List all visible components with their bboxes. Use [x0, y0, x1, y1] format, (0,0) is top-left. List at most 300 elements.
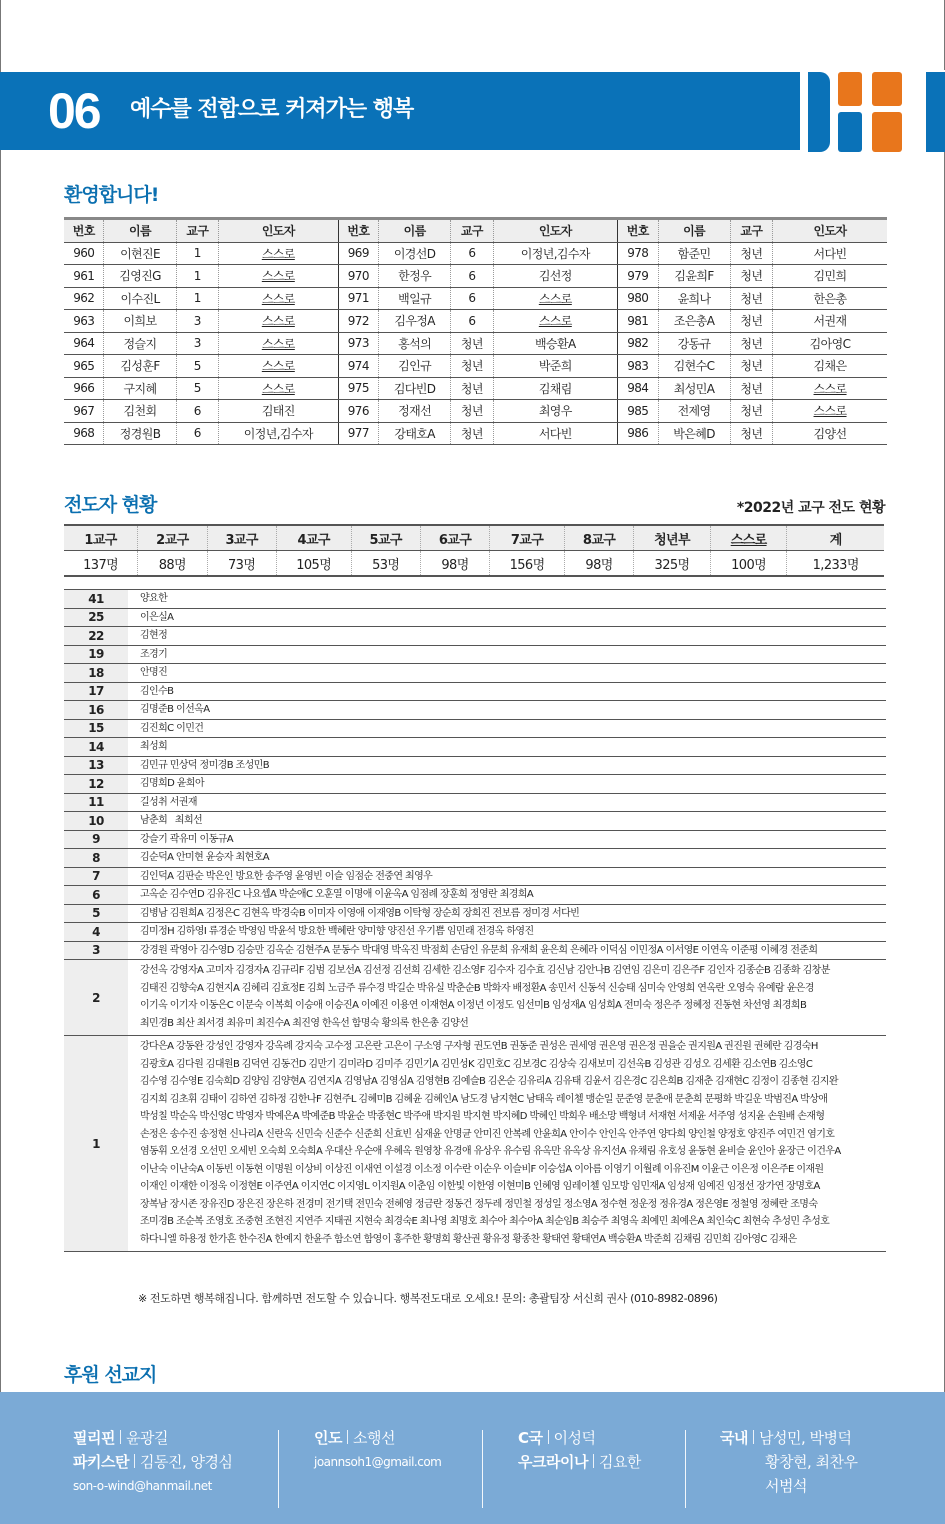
member-inviter: 스스로 [219, 242, 339, 265]
member-inviter: 한은총 [773, 287, 887, 310]
member-inviter: 이정년,김수자 [493, 242, 617, 265]
evangelist-names [128, 664, 886, 683]
name-line: 김인덕A 김판순 박은인 방요한 송주영 윤영빈 이슬 임점순 전중연 최영우 [140, 870, 433, 882]
name-line: 김수영 김수영E 김숙희D 김양임 김양현A 김연지A 김영남A 김영심A 김영현B 김예슬B 김온순 김유리A 김유태 김윤서 김은경C 김은희B 김재춘 김재현C 김정이 김종현 김지완 [140, 1076, 838, 1087]
evangelist-count: 12 [64, 775, 128, 794]
missionary-names: 김요한 [598, 1453, 641, 1471]
country-label: C국 [518, 1429, 543, 1447]
member-number: 986 [618, 422, 658, 445]
status-value: 100명 [710, 551, 787, 577]
member-inviter: 박준희 [493, 355, 617, 378]
member-number: 965 [64, 355, 104, 378]
evangelist-names [128, 886, 886, 905]
status-header: 7교구 [490, 525, 565, 551]
evangelist-count: 14 [64, 738, 128, 757]
welcome-row [64, 287, 887, 310]
name-line: 조미경B 조순복 조영호 조중현 조현진 지연주 지태권 지현숙 최경숙E 최나영 최명호 최수아 최수아A 최순임B 최승주 최영옥 최예민 최예은A 최인숙C 최현숙 추성민 추성호 [140, 1216, 830, 1227]
name-line: 김지희 김초휘 김태이 김하연 김하정 김한나F 김현주L 김혜미B 김혜윤 김혜인A 남도경 남지현C 남태옥 레이첼 맹순일 문준영 문춘애 문춘희 문평화 박길운 박범진A 박상애 [140, 1093, 828, 1105]
name-line: 김인수B [140, 685, 174, 697]
column-divider [482, 1430, 483, 1508]
evangelist-count: 9 [64, 830, 128, 849]
member-district: 청년 [451, 422, 493, 445]
member-district: 3 [176, 332, 218, 355]
country-label: 인도 [314, 1429, 342, 1447]
country-label: 우크라이나 [518, 1453, 588, 1471]
evangelist-names [128, 775, 886, 794]
status-header: 4교구 [276, 525, 351, 551]
member-name: 김현수C [658, 355, 730, 378]
missionary-entry [73, 1450, 232, 1474]
country-label: 파키스탄 [73, 1453, 129, 1471]
welcome-title: 환영합니다! [64, 184, 159, 206]
status-value: 98명 [564, 551, 633, 577]
country-label: 국내 [720, 1429, 748, 1447]
name-line: 김명희D 윤희아 [140, 778, 205, 789]
evangelist-names [128, 608, 886, 627]
col-inviter: 인도자 [219, 219, 339, 243]
member-number: 979 [618, 265, 658, 288]
logo-mark-icon [800, 70, 945, 152]
member-district: 6 [451, 310, 493, 333]
welcome-row [64, 355, 887, 378]
member-number: 971 [338, 287, 378, 310]
missionary-col-3 [518, 1426, 641, 1474]
missionary-names: 소행선 [352, 1429, 395, 1447]
member-inviter: 스스로 [219, 287, 339, 310]
name-line: 김현정 [140, 630, 168, 641]
name-line: 최성희 [140, 741, 168, 752]
evangelist-names [128, 867, 886, 886]
evangelist-count: 16 [64, 701, 128, 720]
member-district: 1 [176, 265, 218, 288]
divider [593, 1454, 594, 1468]
name-line: 김광호A 김다원 김대원B 김덕연 김동건D 김만기 김미라D 김미주 김민기A 김민성K 김민호C 김보경C 김상숙 김새보미 김선옥B 김성관 김성오 김세환 김소연B 김소영C [140, 1058, 813, 1070]
missionary-names: 서범석 [765, 1477, 807, 1495]
country-label: 필리핀 [73, 1429, 115, 1447]
welcome-row [64, 422, 887, 445]
evangelist-count: 19 [64, 645, 128, 664]
member-name: 강동규 [658, 332, 730, 355]
status-value: 156명 [490, 551, 565, 577]
evangelist-names [128, 1036, 886, 1252]
member-inviter: 스스로 [219, 355, 339, 378]
evangelist-row [64, 756, 886, 775]
evangelist-names [128, 904, 886, 923]
status-header: 청년부 [634, 525, 711, 551]
member-inviter: 서권재 [773, 310, 887, 333]
page-title: 예수를 전함으로 커져가는 행복 [130, 97, 414, 122]
member-name: 함준민 [658, 242, 730, 265]
name-line: 안명진 [140, 667, 168, 678]
status-header: 6교구 [420, 525, 489, 551]
member-name: 이수진L [104, 287, 176, 310]
member-name: 정슬지 [104, 332, 176, 355]
member-number: 961 [64, 265, 104, 288]
name-line: 김민규 민상덕 정미경B 조성민B [140, 759, 269, 771]
evangelist-row [64, 627, 886, 646]
member-district: 청년 [451, 332, 493, 355]
evangelist-row [64, 793, 886, 812]
member-number: 977 [338, 422, 378, 445]
divider [134, 1454, 135, 1468]
member-inviter: 김아영C [773, 332, 887, 355]
status-header: 8교구 [564, 525, 633, 551]
name-line: 김병남 김원희A 김정은C 김현옥 박경숙B 이미자 이영애 이재영B 이탁형 장순희 장희진 전보름 정미경 서다빈 [140, 907, 580, 919]
member-district: 청년 [730, 242, 772, 265]
member-name: 김영진G [104, 265, 176, 288]
member-number: 970 [338, 265, 378, 288]
evangelist-row [64, 608, 886, 627]
name-line: 이기옥 이기자 이동은C 이문숙 이복희 이승애 이승진A 이예진 이용연 이재현A 이정년 이정도 임선미B 임성재A 임성희A 전미숙 정은주 정혜정 진동현 차선영 최경희B [140, 1000, 807, 1011]
member-name: 홍석의 [379, 332, 451, 355]
status-value: 53명 [351, 551, 420, 577]
status-header: 5교구 [351, 525, 420, 551]
status-value: 105명 [276, 551, 351, 577]
member-name: 한정우 [379, 265, 451, 288]
missionaries-panel [0, 1392, 945, 1524]
member-name: 김성훈F [104, 355, 176, 378]
name-line: 김진희C 이민건 [140, 722, 204, 734]
welcome-row [64, 332, 887, 355]
column-divider [278, 1430, 279, 1508]
evangelist-names [128, 719, 886, 738]
member-inviter: 김민희 [773, 265, 887, 288]
evangelist-names [128, 960, 886, 1036]
member-district: 6 [451, 287, 493, 310]
member-number: 969 [338, 242, 378, 265]
missionary-entry [73, 1426, 232, 1450]
member-district: 5 [176, 355, 218, 378]
col-district: 교구 [730, 219, 772, 243]
missionary-col-2 [314, 1426, 441, 1474]
evangelist-names [128, 645, 886, 664]
missionary-names: 윤광길 [125, 1429, 168, 1447]
member-district: 6 [451, 242, 493, 265]
evangelist-names [128, 849, 886, 868]
welcome-row [64, 400, 887, 423]
evangelist-names [128, 941, 886, 960]
status-header: 1교구 [64, 525, 138, 551]
member-number: 967 [64, 400, 104, 423]
member-number: 981 [618, 310, 658, 333]
evangelist-row [64, 904, 886, 923]
col-number: 번호 [338, 219, 378, 243]
missionary-entry [314, 1426, 441, 1450]
name-line: 염동휘 오선경 오선민 오세빈 오숙희 오숙희A 우대산 우순애 우혜옥 원영창 유경애 유상우 유수림 유옥만 유옥상 유지선A 유채림 유호성 윤동현 윤비슬 윤인아 윤장근 이건우A [140, 1146, 841, 1157]
member-district: 5 [176, 377, 218, 400]
col-number: 번호 [64, 219, 104, 243]
member-number: 966 [64, 377, 104, 400]
status-value: 88명 [138, 551, 207, 577]
member-name: 김우정A [379, 310, 451, 333]
evangelist-row [64, 849, 886, 868]
missionary-entry [518, 1426, 641, 1450]
status-header: 계 [787, 525, 884, 551]
member-number: 968 [64, 422, 104, 445]
member-inviter: 이정년,김수자 [219, 422, 339, 445]
evangelist-count: 10 [64, 812, 128, 831]
evangelist-count: 15 [64, 719, 128, 738]
status-value: 73명 [207, 551, 276, 577]
name-line: 장복남 장시존 장유진D 장은진 장은하 전경미 전기택 전민숙 전혜영 정금란 정동건 정두레 정민철 정성일 정소영A 정수현 정운정 정유경A 정은영E 정철영 정혜란 조명숙 [140, 1198, 818, 1210]
member-name: 정경원B [104, 422, 176, 445]
member-inviter: 최영우 [493, 400, 617, 423]
evangelist-names [128, 923, 886, 942]
member-inviter: 스스로 [219, 377, 339, 400]
status-value-row [64, 551, 884, 577]
name-line: 김순덕A 안미현 윤승자 최현호A [140, 852, 269, 863]
email-link[interactable]: son-o-wind@hanmail.net [73, 1479, 212, 1493]
missionary-entry [518, 1450, 641, 1474]
missionary-names: 남성민, 박병덕 [758, 1429, 852, 1447]
status-value: 1,233명 [787, 551, 884, 577]
member-district: 청년 [730, 355, 772, 378]
member-district: 1 [176, 242, 218, 265]
evangelist-names [128, 590, 886, 609]
member-district: 청년 [451, 355, 493, 378]
welcome-row [64, 242, 887, 265]
evangelist-row [64, 719, 886, 738]
evangelist-names [128, 830, 886, 849]
member-name: 최성민A [658, 377, 730, 400]
name-line: 강다은A 강동완 강성인 강영자 강옥례 강지숙 고수정 고은란 고은이 구소영 구자형 권도연B 권동준 권성은 권세영 권은영 권은정 권을순 권지원A 권진원 권혜란 김경숙H [140, 1041, 818, 1052]
name-line: 길성취 서권재 [140, 796, 197, 808]
evangelist-count: 41 [64, 590, 128, 609]
member-district: 청년 [730, 310, 772, 333]
evangelist-count: 6 [64, 886, 128, 905]
evangelist-names [128, 701, 886, 720]
evangelist-count: 1 [64, 1036, 128, 1252]
name-line: 강선옥 강영자A 고미자 김경자A 김규리F 김범 김보선A 김선정 김선희 김세한 김소영F 김수자 김수효 김신남 김안나B 김연임 김은미 김은주F 김인자 김종순B 김종화 김창분 [140, 965, 830, 976]
member-inviter: 서다빈 [493, 422, 617, 445]
name-line: 이은실A [140, 611, 174, 623]
member-inviter: 스스로 [219, 310, 339, 333]
status-title: 전도자 현황 [64, 494, 157, 516]
evangelist-count: 2 [64, 960, 128, 1036]
name-line: 양요한 [140, 593, 168, 604]
member-district: 청년 [730, 377, 772, 400]
member-district: 6 [176, 400, 218, 423]
col-district: 교구 [451, 219, 493, 243]
member-number: 973 [338, 332, 378, 355]
evangelist-row [64, 775, 886, 794]
member-name: 박은혜D [658, 422, 730, 445]
member-inviter: 스스로 [219, 265, 339, 288]
evangelist-names [128, 812, 886, 831]
member-inviter: 스스로 [773, 377, 887, 400]
member-name: 김인규 [379, 355, 451, 378]
name-line: 하다니엘 하용정 한가흔 한수진A 한예지 한윤주 함소연 함영이 홍주한 황명희 황산권 황유정 황종찬 황태연 황태연A 백승환A 박준희 김채림 김민희 김아영C 김채은 [140, 1233, 797, 1245]
status-value: 325명 [634, 551, 711, 577]
evangelist-count: 11 [64, 793, 128, 812]
evangelist-row [64, 812, 886, 831]
evangelist-row [64, 738, 886, 757]
evangelist-count: 17 [64, 682, 128, 701]
member-inviter: 김태진 [219, 400, 339, 423]
member-name: 김윤희F [658, 265, 730, 288]
evangelist-count: 8 [64, 849, 128, 868]
name-line: 박성칠 박순옥 박신영C 박영자 박예은A 박예준B 박윤순 박종현C 박주애 박지원 박지현 박지혜D 박혜인 박희우 배소망 백형녀 서재현 서제윤 서주영 성지윤 손원배 손재형 [140, 1111, 825, 1122]
name-line: 강경원 곽영아 김수영D 김승만 김옥순 김현주A 문동수 박대영 박옥진 박점희 손담인 유문희 유재희 윤은희 은혜라 이덕심 이민정A 이서영E 이연옥 이준평 이혜경 전준희 [140, 944, 818, 956]
missionary-names: 황창현, 최찬우 [765, 1453, 858, 1471]
evangelist-row [64, 682, 886, 701]
member-name: 조은총A [658, 310, 730, 333]
member-number: 972 [338, 310, 378, 333]
member-number: 960 [64, 242, 104, 265]
member-number: 982 [618, 332, 658, 355]
welcome-table [64, 217, 887, 445]
member-number: 978 [618, 242, 658, 265]
col-name: 이름 [658, 219, 730, 243]
member-name: 이경선D [379, 242, 451, 265]
status-header: 3교구 [207, 525, 276, 551]
member-name: 정재선 [379, 400, 451, 423]
member-district: 청년 [451, 400, 493, 423]
missionary-names: 김동진, 양경심 [139, 1453, 233, 1471]
member-name: 김다빈D [379, 377, 451, 400]
member-inviter: 스스로 [493, 287, 617, 310]
evangelist-names [128, 627, 886, 646]
name-line: 이재인 이재한 이정욱 이정현E 이주연A 이지연C 이지영L 이지원A 이춘임 이한빛 이한영 이현미B 인혜영 임레이첼 임모방 임민재A 임성재 임예진 임정선 장가연 장명호A [140, 1181, 820, 1192]
member-district: 6 [451, 265, 493, 288]
status-note: *2022년 교구 전도 현황 [736, 500, 885, 516]
member-name: 이현진E [104, 242, 176, 265]
status-table [64, 524, 884, 577]
evangelist-row [64, 886, 886, 905]
evangelist-row [64, 701, 886, 720]
column-divider [685, 1430, 686, 1508]
member-inviter: 스스로 [493, 310, 617, 333]
member-number: 983 [618, 355, 658, 378]
welcome-header-row [64, 219, 887, 243]
member-name: 이희보 [104, 310, 176, 333]
email-link[interactable]: joannsoh1@gmail.com [314, 1455, 442, 1469]
member-name: 김천회 [104, 400, 176, 423]
member-inviter: 김채림 [493, 377, 617, 400]
member-number: 974 [338, 355, 378, 378]
member-district: 6 [176, 422, 218, 445]
col-inviter: 인도자 [773, 219, 887, 243]
member-district: 청년 [730, 332, 772, 355]
name-line: 김미정H 김하영I 류경순 박영임 박윤석 방요한 백혜란 양미향 양진선 우기쁨 임민래 전경옥 하영진 [140, 926, 534, 937]
name-line: 강슬기 곽유미 이동규A [140, 833, 233, 845]
member-inviter: 스스로 [219, 332, 339, 355]
footnote: ※ 전도하면 행복해집니다. 함께하면 전도할 수 있습니다. 행복전도대로 오세요! 문의: 총괄팀장 서신희 권사 (010-8982-0896) [138, 1292, 718, 1305]
evangelist-count: 25 [64, 608, 128, 627]
member-inviter: 백승환A [493, 332, 617, 355]
divider [548, 1430, 549, 1444]
member-name: 구지혜 [104, 377, 176, 400]
col-name: 이름 [104, 219, 176, 243]
member-inviter: 서다빈 [773, 242, 887, 265]
evangelist-count: 22 [64, 627, 128, 646]
col-name: 이름 [379, 219, 451, 243]
divider [753, 1430, 754, 1444]
welcome-row [64, 310, 887, 333]
evangelist-row [64, 645, 886, 664]
status-header-row [64, 525, 884, 551]
member-name: 강태호A [379, 422, 451, 445]
evangelist-names [128, 793, 886, 812]
welcome-row [64, 265, 887, 288]
member-number: 980 [618, 287, 658, 310]
evangelist-count: 7 [64, 867, 128, 886]
section-number: 06 [48, 83, 100, 139]
name-line: 김명준B 이선옥A [140, 704, 210, 715]
member-district: 1 [176, 287, 218, 310]
col-number: 번호 [618, 219, 658, 243]
evangelist-count: 5 [64, 904, 128, 923]
evangelist-names [128, 682, 886, 701]
member-district: 청년 [730, 265, 772, 288]
member-number: 964 [64, 332, 104, 355]
missionary-col-1 [73, 1426, 232, 1498]
name-line: 김태진 김향숙A 김현지A 김혜리 김효정E 김희 노금주 류수경 박길순 박유실 박춘순B 박화자 배정환A 송민서 신동석 신승태 심미숙 안영희 연옥란 오영숙 유예람 윤은경 [140, 982, 814, 994]
evangelist-row [64, 960, 886, 1036]
evangelist-count: 13 [64, 756, 128, 775]
status-value: 98명 [420, 551, 489, 577]
member-district: 3 [176, 310, 218, 333]
member-number: 963 [64, 310, 104, 333]
evangelist-row [64, 664, 886, 683]
evangelist-row [64, 1036, 886, 1252]
evangelist-row [64, 590, 886, 609]
member-name: 윤희나 [658, 287, 730, 310]
evangelist-names [128, 756, 886, 775]
name-line: 조경기 [140, 648, 168, 660]
name-line: 고옥순 김수연D 김유진C 나요셉A 박순애C 오훈열 이명애 이윤옥A 임점례 장훈희 정영란 최경희A [140, 889, 534, 900]
name-line: 남춘희 최희선 [140, 815, 203, 826]
member-inviter: 김채은 [773, 355, 887, 378]
member-number: 975 [338, 377, 378, 400]
member-district: 청년 [730, 287, 772, 310]
member-number: 976 [338, 400, 378, 423]
name-line: 최민경B 최산 최서경 최유미 최진수A 최진영 한옥선 함명숙 황의록 한은총 김양선 [140, 1017, 469, 1029]
evangelist-row [64, 830, 886, 849]
member-number: 962 [64, 287, 104, 310]
member-district: 청년 [730, 422, 772, 445]
member-district: 청년 [730, 400, 772, 423]
missionary-names: 이성덕 [553, 1429, 596, 1447]
missionary-col-4 [720, 1426, 857, 1498]
missionaries-title: 후원 선교지 [64, 1364, 157, 1386]
missionary-entry [720, 1426, 857, 1450]
evangelist-row [64, 941, 886, 960]
welcome-row [64, 377, 887, 400]
status-value: 137명 [64, 551, 138, 577]
col-district: 교구 [176, 219, 218, 243]
evangelist-count: 3 [64, 941, 128, 960]
status-header: 스스로 [710, 525, 787, 551]
status-header: 2교구 [138, 525, 207, 551]
evangelist-count: 18 [64, 664, 128, 683]
divider [347, 1430, 348, 1444]
member-district: 청년 [451, 377, 493, 400]
evangelist-row [64, 923, 886, 942]
member-number: 985 [618, 400, 658, 423]
member-name: 전제영 [658, 400, 730, 423]
evangelist-names [128, 738, 886, 757]
member-name: 백일규 [379, 287, 451, 310]
col-inviter: 인도자 [493, 219, 617, 243]
divider [120, 1430, 121, 1444]
name-line: 이난숙 이난숙A 이동빈 이동현 이명원 이상비 이상진 이새연 이설경 이소정 이수란 이순우 이슬비F 이승섭A 이아름 이영기 이월례 이유진M 이윤근 이은정 이은주E 이재원 [140, 1163, 824, 1175]
evangelist-table [64, 589, 886, 1252]
member-inviter: 김선정 [493, 265, 617, 288]
evangelist-count: 4 [64, 923, 128, 942]
member-inviter: 김양선 [773, 422, 887, 445]
member-number: 984 [618, 377, 658, 400]
